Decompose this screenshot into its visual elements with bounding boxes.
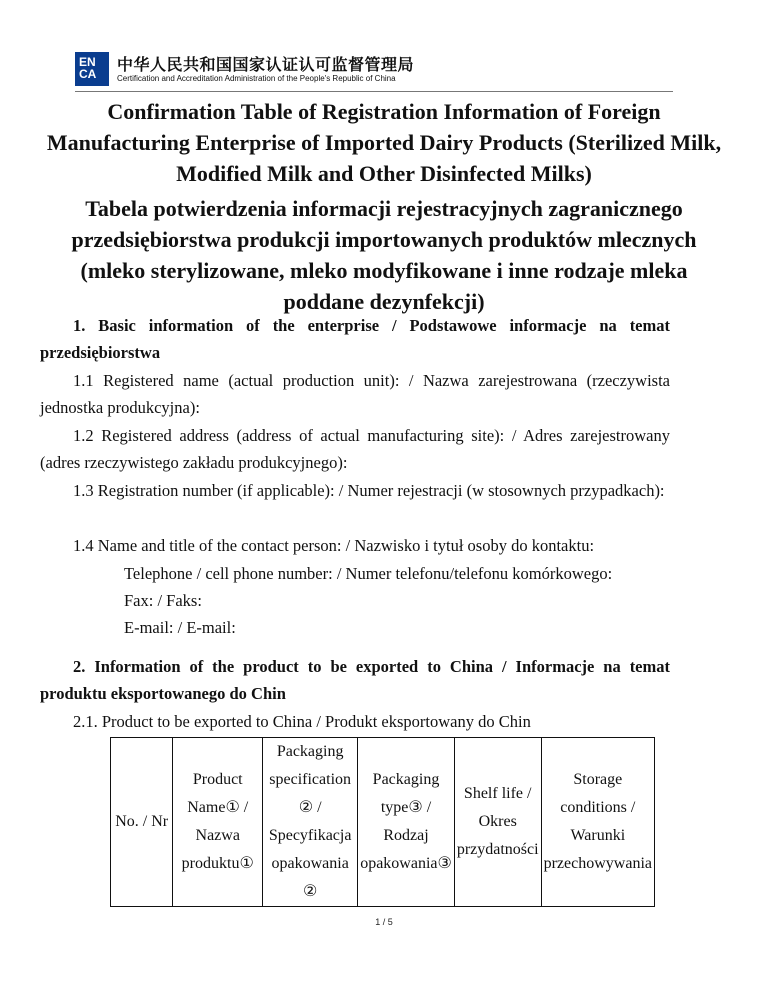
header-packaging-type: Packaging type③ / Rodzaj opakowania③ xyxy=(358,738,455,907)
logo-mark: EN CA xyxy=(79,55,97,81)
organization-name-chinese: 中华人民共和国国家认证认可监督管理局 xyxy=(117,55,415,74)
header-number: No. / Nr xyxy=(111,738,173,907)
title-polish: Tabela potwierdzenia informacji rejestracyjnych zagranicznego przedsiębiorstwa produkcji importowanych produktów mlecznych (mleko sterylizowane, mleko modyfikowane i inne rodzaje mleka poddane dezynfekcji) xyxy=(71,196,697,314)
header-shelf-life: Shelf life / Okres przydatności xyxy=(454,738,541,907)
item-1-2: 1.2 Registered address (address of actual manufacturing site): / Adres zarejestrowany (adres rzeczywistego zakładu produkcyjnego): xyxy=(40,426,670,472)
organization-name-english: Certification and Accreditation Administration of the People's Republic of China xyxy=(117,74,396,83)
telephone-line: Telephone / cell phone number: / Numer telefonu/telefonu komórkowego: xyxy=(124,564,613,583)
header-divider xyxy=(75,91,673,92)
product-table xyxy=(110,737,655,907)
header-product-name: Product Name① / Nazwa produktu① xyxy=(173,738,263,907)
item-1-4: 1.4 Name and title of the contact person: / Nazwisko i tytuł osoby do kontaktu: xyxy=(73,536,595,555)
section-2-heading: 2. Information of the product to be exported to China / Informacje na temat produktu eksportowanego do Chin xyxy=(40,657,670,703)
item-2-1: 2.1. Product to be exported to China / Produkt eksportowany do Chin xyxy=(73,712,531,731)
item-1-3: 1.3 Registration number (if applicable): / Numer rejestracji (w stosownych przypadkach): xyxy=(73,481,665,500)
title-english: Confirmation Table of Registration Information of Foreign Manufacturing Enterprise of Imported Dairy Products (Sterilized Milk, Modified Milk and Other Disinfected Milks) xyxy=(46,99,722,186)
table-header-row xyxy=(111,738,655,907)
section-1-heading: 1. Basic information of the enterprise / Podstawowe informacje na temat przedsiębiorstwa xyxy=(40,316,670,362)
email-line: E-mail: / E-mail: xyxy=(124,618,236,637)
header-packaging-specification: Packaging specification ② / Specyfikacja opakowania ② xyxy=(263,738,358,907)
cnca-logo xyxy=(75,52,109,86)
item-1-1: 1.1 Registered name (actual production unit): / Nazwa zarejestrowana (rzeczywista jednostka produkcyjna): xyxy=(40,371,670,417)
header-storage-conditions: Storage conditions / Warunki przechowywania xyxy=(541,738,654,907)
document-header xyxy=(75,46,673,92)
fax-line: Fax: / Faks: xyxy=(124,591,202,610)
page-number: 1 / 5 xyxy=(375,917,393,927)
